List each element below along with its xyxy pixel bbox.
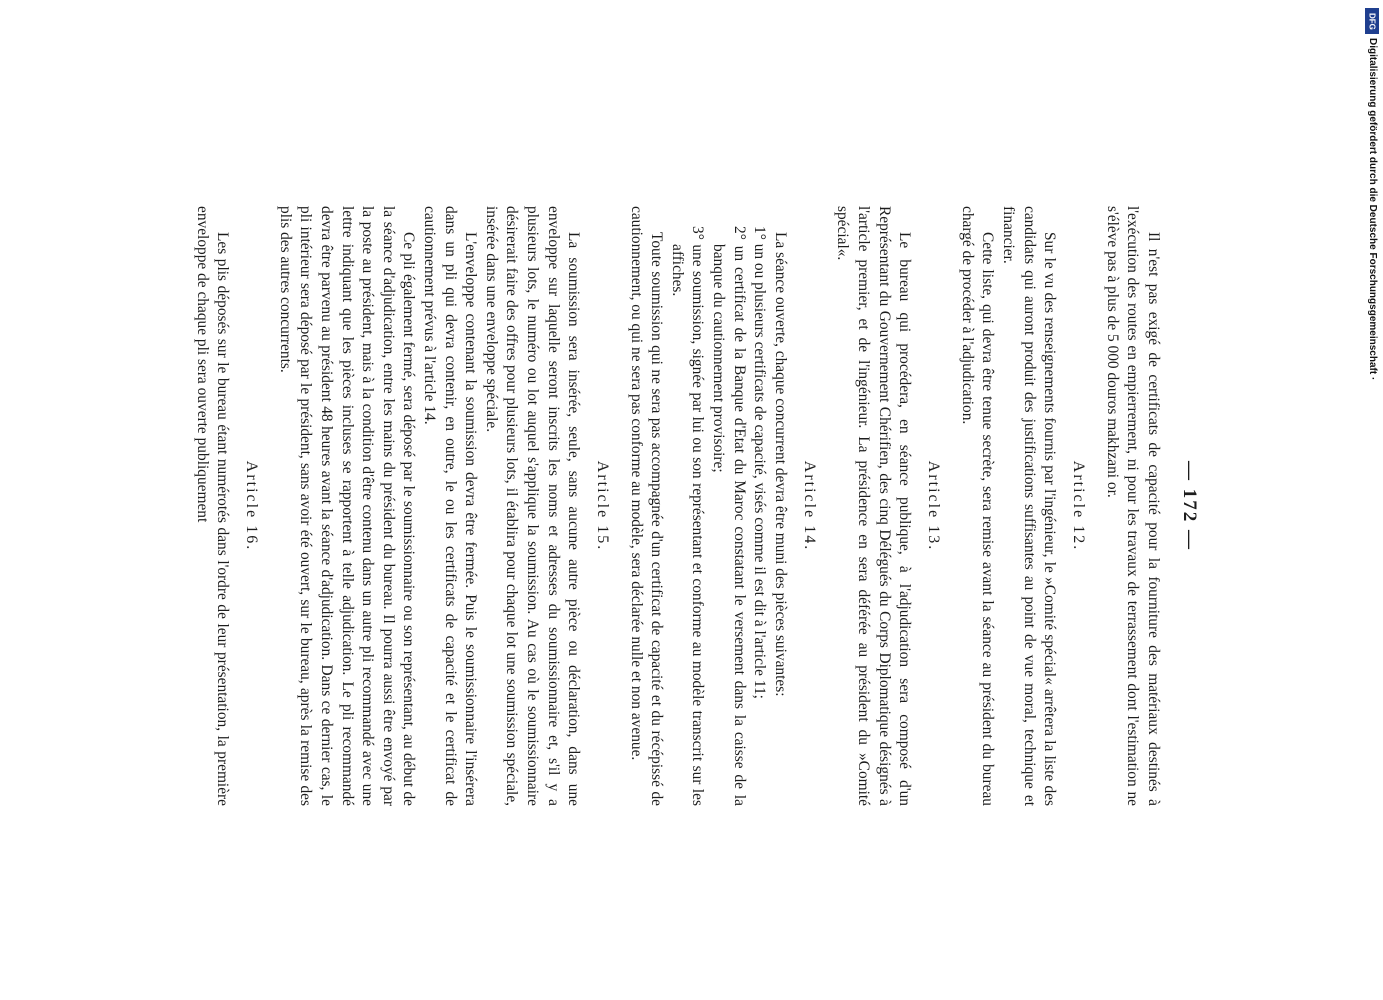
article-15-paragraph-3: Ce pli également fermé, sera déposé par le soumissionnaire ou son représentant, au début de la séance d'adjudication, entre les mains du président du bureau. Il pourra aussi être envoyé par la poste au président, mais à la condition d'être contenu dans un autre pli recommandé avec une lettre indiquant que les pièces incluses se rapportent à telle adjudication. Le pli recommandé devra être parvenu au président 48 heures avant la séance d'adjudication. Dans ce dernier cas, le pli intérieur sera déposé par le président, sans avoir été ouvert, sur le bureau, après la remise des plis des autres concurrents. xyxy=(276,206,418,806)
article-14-item-2: 2° un certificat de la Banque d'Etat du Maroc constatant le versement dans la caisse de la banque du cautionnement provisoire; xyxy=(710,226,748,806)
dfg-credit: Digitalisierung gefördert durch die Deutsche Forschungsgemeinschaft · xyxy=(1367,38,1378,381)
intro-paragraph: Il n'est pas exigé de certificats de capacité pour la fourniture des matériaux destinés à l'exécution des routes en empierrement, ni pour les travaux de terrassement dont l'estimation ne s'élève pas à plus de 5 000 douros makhzani or. xyxy=(1103,206,1162,806)
dfg-logo: DFG xyxy=(1365,8,1379,34)
article-13-heading: Article 13. xyxy=(925,460,943,552)
page-content xyxy=(191,200,1215,812)
rotated-page xyxy=(115,200,1215,820)
article-16-paragraph-1: Les plis déposés sur le bureau étant numérotés dans l'ordre de leur présentation, la première enveloppe de chaque pli sera ouverte publiquement xyxy=(193,206,232,806)
article-13-paragraph-1: Le bureau qui procédera, en séance publique, à l'adjudication sera composé d'un Représentant du Gouvernement Chérifien, des cinq Délégués du Corps Diplomatique désignés à l'article premier, et de l'ingénieur. La présidence en sera déférée au président du »Comité spécial«. xyxy=(834,206,914,806)
dfg-sidebar xyxy=(1363,8,1379,438)
article-12-paragraph-1: Sur le vu des renseignements fournis par l'ingénieur, le »Comité spécial« arrêtera la liste des candidats qui auront produit des justifications suffisantes au point de vue moral, technique et financier. xyxy=(1000,206,1059,806)
article-14-closing: Toute soumission qui ne sera pas accompagnée d'un certificat de capacité et du récépissé de cautionnement, ou qui ne sera pas conforme au modèle, sera déclarée nulle et non avenue. xyxy=(627,206,666,806)
article-15-heading: Article 15. xyxy=(594,460,612,552)
article-15-paragraph-1: La soumission sera insérée, seule, sans aucune autre pièce ou déclaration, dans une enveloppe sur laquelle seront inscrits les noms et adresses du soumissionnaire et, s'il y a plusieurs lots, le numéro ou lot auquel s'applique la soumission. Au cas où le soumissionnaire désirerait faire des offres pour plusieurs lots, il établira pour chaque lot une soumission spéciale, insérée dans une enveloppe spéciale. xyxy=(482,206,583,806)
page-number: — 172 — xyxy=(1179,461,1200,551)
article-14-paragraph-1: La séance ouverte, chaque concurrent devra être muni des pièces suivantes: xyxy=(771,232,789,697)
article-14-item-3: 3° une soumission, signée par lui ou son représentant et conforme au modèle transcrit sur les affiches. xyxy=(668,226,707,806)
article-12-paragraph-2: Cette liste, qui devra être tenue secrète, sera remise avant la séance au président du bureau chargé de procéder à l'adjudication. xyxy=(958,206,997,806)
article-12-heading: Article 12. xyxy=(1070,460,1088,552)
article-15-paragraph-2: L'enveloppe contenant la soumission devra être fermée. Puis le soumissionnaire l'insérera dans un pli qui devra contenir, en outre, le ou les certificats de capacité et le certificat de cautionnement prévus à l'article 14. xyxy=(420,206,480,806)
article-14-heading: Article 14. xyxy=(800,460,818,552)
article-16-heading: Article 16. xyxy=(243,460,261,552)
article-14-item-1: 1° un ou plusieurs certificats de capacité, visés comme il est dit à l'article 11; xyxy=(751,226,769,699)
